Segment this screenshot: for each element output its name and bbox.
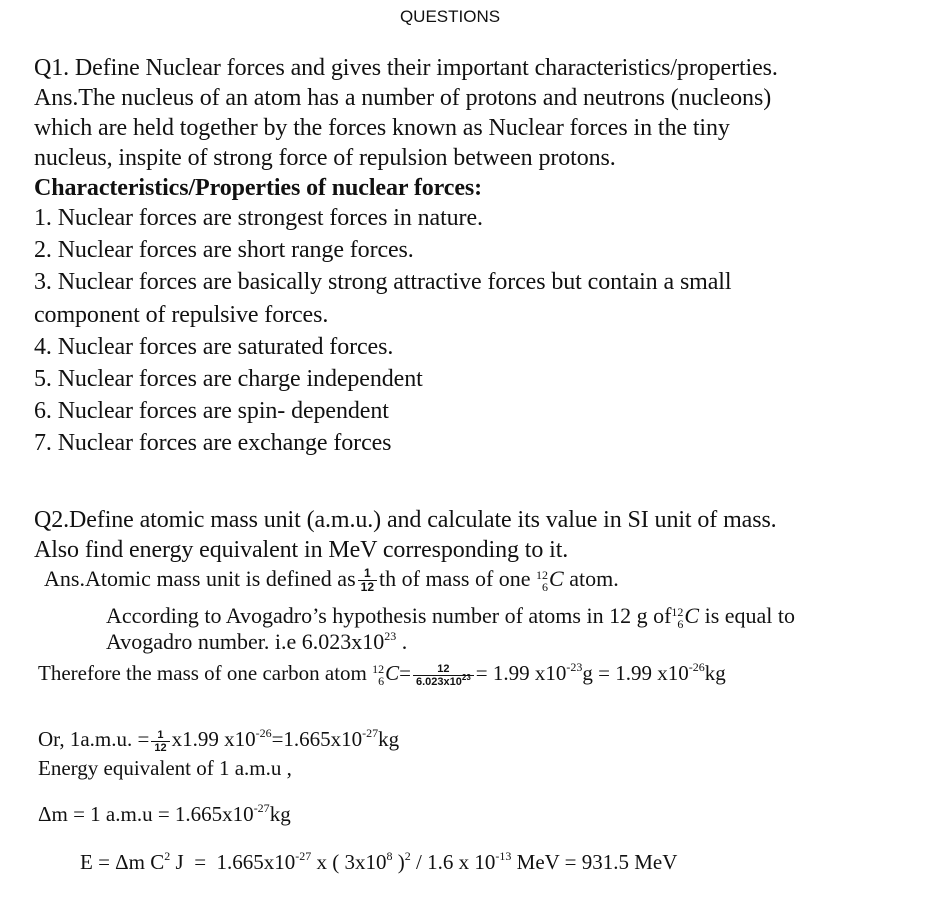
q1-list (34, 202, 731, 460)
fraction-denominator (413, 672, 474, 688)
list-item: 2. Nuclear forces are short range forces. (34, 237, 414, 264)
equation-part: / 1.6 x 10 (410, 850, 496, 874)
avogadro-line-1 (106, 603, 795, 630)
list-item: 3. Nuclear forces are basically strong attractive forces but contain a small (34, 269, 732, 296)
carbon-isotope-notation (372, 663, 384, 687)
equation-part: MeV = 931.5 MeV (511, 850, 678, 874)
atomic-number: 6 (378, 674, 385, 689)
period: . (401, 629, 408, 654)
unit: kg (704, 661, 726, 685)
q2-question-line-1: Q2.Define atomic mass unit (a.m.u.) and calculate its value in SI unit of mass. (34, 507, 777, 533)
carbon-isotope-notation (671, 606, 683, 630)
avogadro-number-text: Avogadro number. i.e 6.023x10 (106, 629, 385, 654)
exponent: 2 (164, 849, 171, 863)
fraction-numerator: 1 (358, 567, 377, 581)
amu-mid: x1.99 x10 (171, 727, 256, 751)
equals: = (399, 661, 411, 685)
exponent: -27 (253, 801, 270, 815)
exponent: -27 (295, 849, 312, 863)
q2-answer-definition (44, 566, 619, 594)
fraction-numerator: 12 (413, 663, 474, 676)
amu-prefix: Or, 1a.m.u. = (38, 727, 150, 751)
element-symbol: C (385, 661, 400, 685)
mass-number: 12 (536, 567, 549, 582)
q1-answer-line-3: nucleus, inspite of strong force of repulsion between protons. (34, 145, 616, 171)
exponent: -23 (566, 660, 583, 674)
amu-value: =1.665x10 (271, 727, 363, 751)
mass-number: 12 (372, 662, 385, 677)
list-item: 6. Nuclear forces are spin- dependent (34, 398, 389, 425)
equation-part: x ( 3x10 (311, 850, 387, 874)
avogadro-text-end: is equal to (704, 603, 796, 628)
fraction-denominator: 12 (360, 580, 374, 595)
carbon-isotope-notation (536, 569, 548, 593)
energy-label: Energy equivalent of 1 a.m.u , (38, 756, 292, 780)
ans-prefix: Ans.Atomic mass unit is defined as (44, 566, 356, 591)
ans-suffix: atom. (569, 566, 619, 591)
q1-block (34, 53, 778, 203)
carbon-result: g = 1.99 x10 (582, 661, 689, 685)
mass-number: 12 (671, 604, 684, 619)
amu-line (38, 726, 399, 754)
element-symbol: C (684, 603, 700, 628)
equation-part: ) (392, 850, 405, 874)
q1-question: Q1. Define Nuclear forces and gives their important characteristics/properties. (34, 55, 778, 81)
avogadro-text: According to Avogadro’s hypothesis number of atoms in 12 g of (106, 603, 672, 628)
delta-m-text: Δm = 1 a.m.u = 1.665x10 (38, 802, 254, 826)
q2-question (34, 505, 777, 565)
unit: kg (378, 727, 400, 751)
fraction-numerator: 1 (151, 729, 169, 742)
exponent: -27 (362, 726, 379, 740)
carbon-mass-fraction (413, 663, 474, 688)
avogadro-line-2 (106, 629, 407, 655)
atomic-number: 6 (677, 616, 684, 631)
equation-part: J = 1.665x10 (170, 850, 296, 874)
exponent: 8 (386, 849, 393, 863)
fraction-denominator: 12 (154, 741, 167, 754)
one-twelfth-fraction (151, 729, 169, 754)
list-item: 4. Nuclear forces are saturated forces. (34, 333, 394, 360)
exponent: -26 (688, 660, 705, 674)
element-symbol: C (549, 566, 564, 591)
exponent: 23 (384, 629, 397, 643)
exponent: 2 (404, 849, 411, 863)
q1-subheading: Characteristics/Properties of nuclear forces: (34, 175, 483, 201)
carbon-prefix: Therefore the mass of one carbon atom (38, 661, 367, 685)
ans-mid: th of mass of one (379, 566, 531, 591)
unit: kg (269, 802, 291, 826)
energy-equation (80, 849, 677, 875)
page-title: QUESTIONS (399, 7, 501, 26)
q2-question-line-2: Also find energy equivalent in MeV corresponding to it. (34, 537, 569, 563)
exponent: -26 (255, 726, 272, 740)
exponent: 23 (461, 672, 471, 682)
one-twelfth-fraction (358, 567, 377, 594)
atomic-number: 6 (542, 579, 549, 594)
delta-m-line (38, 801, 291, 827)
list-item: 5. Nuclear forces are charge independent (34, 366, 423, 393)
equation-part: E = Δm C (80, 850, 165, 874)
denominator-base: 6.023x10 (415, 675, 462, 688)
q1-answer-line-1: Ans.The nucleus of an atom has a number of protons and neutrons (nucleons) (34, 85, 772, 111)
exponent: -13 (495, 849, 512, 863)
list-item: 1. Nuclear forces are strongest forces in nature. (34, 205, 483, 231)
list-item: 7. Nuclear forces are exchange forces (34, 430, 392, 457)
carbon-mass-line (38, 660, 726, 688)
q1-answer-line-2: which are held together by the forces known as Nuclear forces in the tiny (34, 115, 730, 141)
list-item: component of repulsive forces. (34, 301, 329, 328)
carbon-result: = 1.99 x10 (475, 661, 567, 685)
